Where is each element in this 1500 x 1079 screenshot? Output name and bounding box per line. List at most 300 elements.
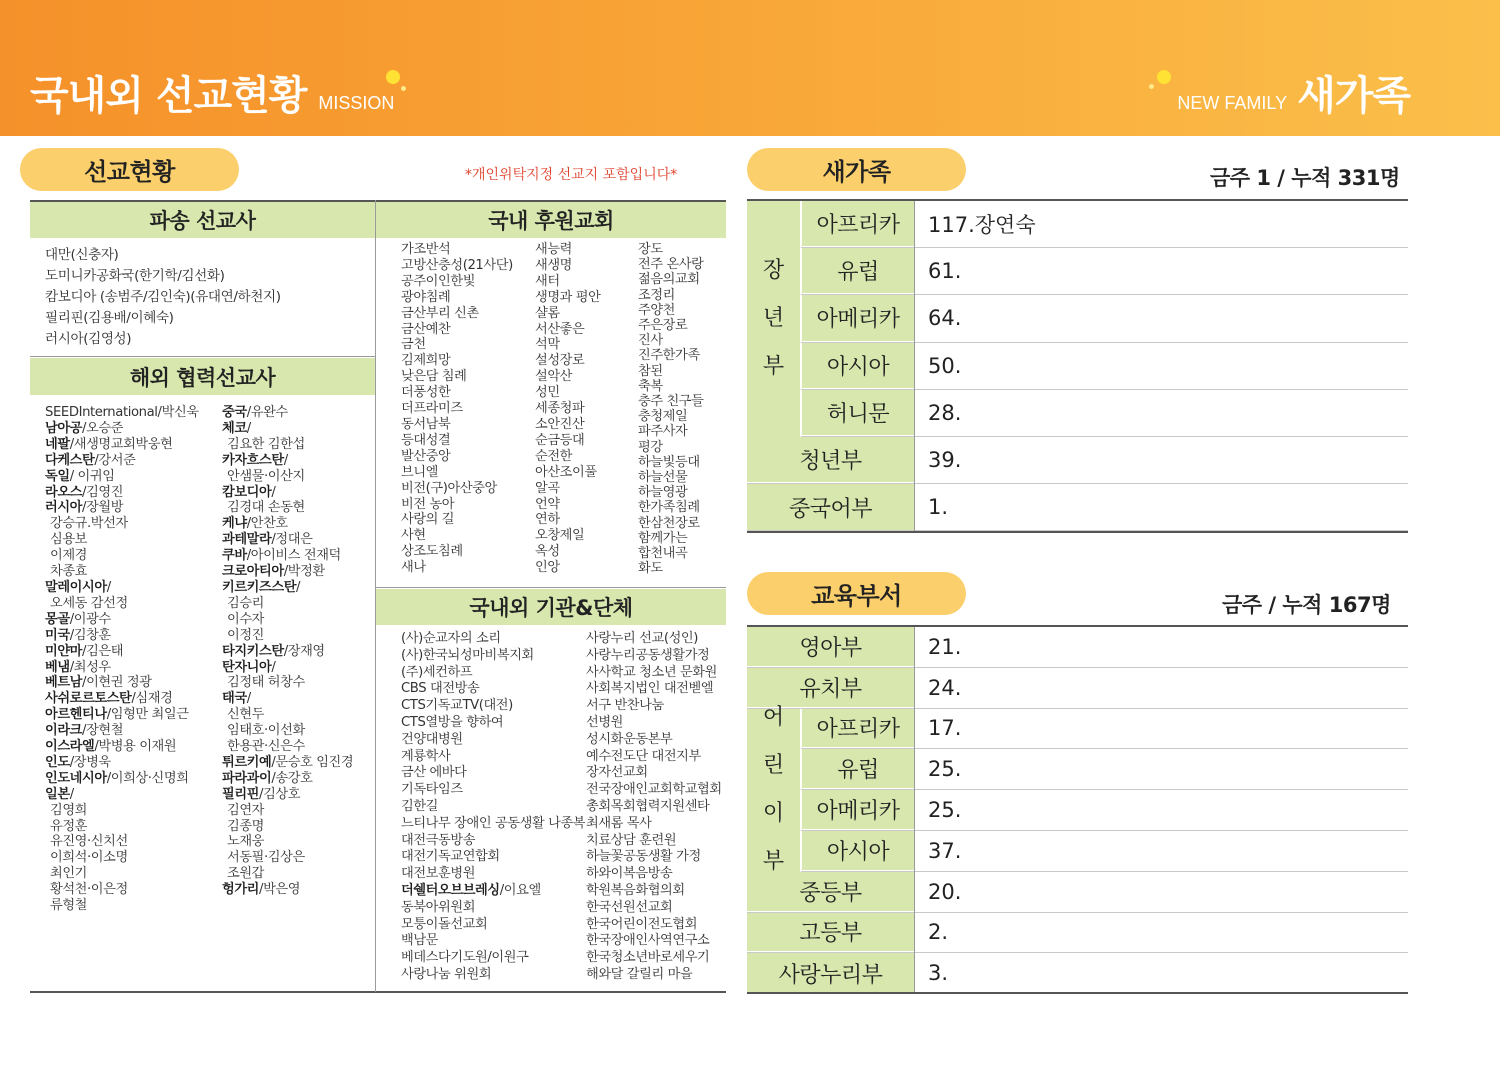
domestic-church-item: 화도 (638, 561, 663, 577)
group-vertical-label (747, 201, 801, 437)
country-name: 카자흐스탄 (222, 452, 284, 468)
domestic-church-item: 더풍성한 (401, 385, 451, 401)
domestic-church-header: 국내 후원교회 (376, 202, 726, 238)
org-item (401, 631, 585, 648)
country-name: 네팔 (45, 436, 70, 452)
partner-missionary-item (222, 485, 353, 501)
domestic-church-item: 소안진산 (535, 416, 585, 432)
partner-missionary-item (222, 437, 353, 453)
entry-text: 조원갑 (227, 866, 265, 882)
vertical-char: 년 (762, 306, 785, 331)
country-name: 캄보디아 (222, 484, 272, 500)
partner-missionary-item (45, 469, 199, 485)
entry-text: 최인기 (50, 866, 88, 882)
country-name: 인도네시아 (45, 770, 107, 786)
org-list-col1 (401, 631, 585, 984)
entry-text: 이희석·이소명 (50, 850, 128, 866)
partner-missionary-item (222, 882, 353, 898)
partner-missionary-item (222, 564, 353, 580)
mission-note: *개인위탁지정 선교지 포함입니다* (465, 167, 678, 183)
entry-text: 계룡학사 (401, 748, 451, 764)
entry-text: 유진영·신치선 (50, 834, 128, 850)
entry-text: /안찬호 (246, 516, 288, 532)
entry-text: /심재경 (131, 691, 173, 707)
org-item (401, 933, 585, 950)
partner-missionary-item (222, 803, 353, 819)
row-label: 유럽 (802, 749, 914, 789)
row-label: 유치부 (747, 668, 914, 708)
partner-missionary-item (222, 532, 353, 548)
org-item: 학원복음화협의회 (586, 882, 685, 898)
partner-missionary-item (45, 421, 199, 437)
domestic-church-item: 새능력 (535, 242, 573, 257)
org-item: 하늘꽃공동생활 가정 (586, 849, 701, 865)
group-vertical-label (747, 705, 801, 875)
row-label: 영아부 (747, 627, 914, 667)
org-item (401, 765, 585, 782)
domestic-church-item: 동서남북 (401, 416, 451, 432)
sent-missionary-item: 캄보디아 (송범주/김인숙)(유대연/하천지) (45, 289, 281, 305)
entry-text: 백남문 (401, 933, 439, 949)
domestic-church-item: 더프라미즈 (401, 401, 463, 417)
domestic-church-item: 세종청파 (535, 401, 585, 417)
domestic-church-item: 하늘선물 (638, 470, 688, 486)
partner-missionary-item (222, 755, 353, 771)
partner-missionary-item (45, 548, 199, 564)
org-item: 사랑누리 선교(성인) (586, 631, 698, 646)
table-row (747, 709, 1408, 750)
domestic-church-item: 사현 (401, 528, 426, 544)
domestic-church-item: 한가족침례 (638, 500, 700, 516)
table-row (747, 953, 1408, 994)
entry-text: /문승호 임진경 (271, 754, 354, 770)
domestic-church-item: 진주한가족 (638, 348, 700, 364)
partner-missionary-item (45, 898, 199, 914)
table-row (747, 295, 1408, 342)
country-name: 말레이시아 (45, 579, 107, 595)
row-value: 21. (928, 634, 962, 659)
table-row (747, 201, 1408, 248)
domestic-church-item: 조정리 (638, 287, 676, 303)
partner-missionary-item (222, 516, 353, 532)
org-header: 국내외 기관&단체 (376, 589, 726, 625)
partner-missionary-header: 해외 협력선교사 (30, 358, 375, 395)
domestic-church-item: 주은장로 (638, 318, 688, 334)
newfamily-heading (1165, 64, 1410, 121)
country-name: 더쉘터오브브레싱 (401, 882, 500, 898)
org-item (401, 967, 585, 984)
education-bottom-border (747, 992, 1408, 994)
org-item: 치료상담 훈련원 (586, 832, 677, 848)
table-row (747, 437, 1408, 484)
partner-missionary-item (45, 628, 199, 644)
country-name: 몽골 (45, 611, 70, 627)
partner-missionary-item (222, 660, 353, 676)
domestic-list-col1 (401, 242, 513, 576)
sent-missionary-item: 필리핀(김용배/이혜숙) (45, 310, 174, 326)
table-row (747, 872, 1408, 913)
org-item: 사회복지법인 대전벧엘 (586, 681, 714, 697)
domestic-church-item: 서산좋은 (535, 321, 585, 337)
partner-missionary-item (45, 660, 199, 676)
entry-text: 오세동 감선정 (50, 595, 128, 611)
org-item: 하와이복음방송 (586, 866, 673, 882)
row-label: 아프리카 (802, 709, 914, 749)
entry-text: /김영진 (82, 484, 124, 500)
entry-text: 기독타임즈 (401, 782, 463, 798)
org-item (401, 833, 585, 850)
sent-missionary-item: 대만(신충자) (45, 247, 119, 263)
country-name: 미얀마 (45, 643, 83, 659)
entry-text: CTS기독교TV(대전) (401, 698, 513, 714)
partner-missionary-item (222, 771, 353, 787)
partner-missionary-item (222, 580, 353, 596)
domestic-church-item: 성민 (535, 385, 560, 401)
partner-list-col1 (45, 405, 199, 914)
row-label: 아메리카 (802, 295, 914, 341)
domestic-church-item: 공주이인한빛 (401, 273, 476, 289)
domestic-church-item: 가조반석 (401, 242, 451, 257)
partner-missionary-item (45, 787, 199, 803)
entry-text: / (246, 691, 251, 707)
entry-text: /김창훈 (69, 627, 111, 643)
org-item (401, 950, 585, 967)
org-item: 한국청소년바로세우기 (586, 950, 710, 966)
org-item: 최새롬 목사 (586, 815, 652, 831)
entry-text: 안샘물·이산지 (227, 468, 305, 484)
org-item (401, 749, 585, 766)
table-row (747, 913, 1408, 954)
partner-missionary-item (45, 755, 199, 771)
country-name: 키르키즈스탄 (222, 579, 297, 595)
country-name: 인도 (45, 754, 70, 770)
row-value: 24. (928, 675, 962, 700)
partner-missionary-item (222, 548, 353, 564)
domestic-church-item: 고방산충성(21사단) (401, 257, 513, 273)
entry-text: / (271, 484, 276, 500)
education-count: 금주 / 누적 167명 (1222, 593, 1391, 617)
partner-missionary-item (222, 469, 353, 485)
partner-missionary-item (45, 819, 199, 835)
partner-missionary-item (45, 771, 199, 787)
domestic-church-item: 순전한 (535, 448, 573, 464)
table-row (747, 790, 1408, 831)
country-name: 일본 (45, 786, 70, 802)
entry-text: 김경대 손동현 (227, 500, 305, 516)
partner-list-col2 (222, 405, 353, 898)
entry-text: / (246, 420, 251, 436)
partner-missionary-item (45, 739, 199, 755)
domestic-church-item: 평강 (638, 439, 663, 455)
entry-text: /정대은 (271, 532, 313, 548)
table-row (747, 831, 1408, 872)
entry-text: 이제경 (50, 548, 88, 564)
country-name: 필리핀 (222, 786, 260, 802)
domestic-church-item: 아산조이풀 (535, 464, 597, 480)
entry-text: 김종명 (227, 818, 265, 834)
domestic-church-item: 언약 (535, 496, 560, 512)
entry-text: 김한길 (401, 798, 439, 814)
org-item: 서구 반찬나눔 (586, 698, 664, 714)
partner-missionary-item (45, 500, 199, 516)
entry-text: 동북아위원회 (401, 899, 476, 915)
newfamily-subtitle: NEW FAMILY (1177, 93, 1288, 113)
row-label: 아메리카 (802, 790, 914, 830)
table-row (747, 668, 1408, 709)
domestic-church-item: 진사 (638, 333, 663, 349)
country-name: 탄자니아 (222, 659, 272, 675)
vertical-char: 부 (762, 849, 785, 875)
entry-text: 심용보 (50, 532, 88, 548)
decor-dot-icon (401, 86, 406, 91)
domestic-church-item: 오창제일 (535, 528, 585, 544)
domestic-church-item: 석막 (535, 337, 560, 353)
entry-text: 김영희 (50, 802, 88, 818)
domestic-church-item: 젊음의교회 (638, 272, 700, 288)
entry-text: 이수자 (227, 611, 265, 627)
entry-text: /유완수 (246, 405, 288, 420)
sent-missionary-item: 러시아(김영성) (45, 331, 132, 347)
entry-text: 한용관·신은수 (227, 739, 305, 755)
partner-missionary-item (222, 819, 353, 835)
entry-text: 임태호·이선화 (227, 723, 305, 739)
org-item: 장자선교회 (586, 765, 648, 781)
partner-missionary-item (45, 564, 199, 580)
entry-text: /송강호 (271, 770, 313, 786)
partner-missionary-item (45, 612, 199, 628)
entry-text: / (106, 579, 111, 595)
domestic-church-item: 주양천 (638, 302, 676, 318)
country-name: 미국 (45, 627, 70, 643)
domestic-church-item: 사랑의 길 (401, 512, 455, 528)
domestic-church-item: 합천내곡 (638, 546, 688, 562)
entry-text: CBS 대전방송 (401, 681, 480, 697)
org-item (401, 883, 585, 900)
newfamily-table (747, 201, 1408, 532)
org-item (401, 732, 585, 749)
entry-text: 차종효 (50, 564, 88, 580)
vertical-char: 부 (762, 354, 785, 379)
domestic-church-item: 비전 농아 (401, 496, 455, 512)
domestic-church-item: 새생명 (535, 257, 573, 273)
header-banner (0, 0, 1500, 136)
domestic-church-item: 연하 (535, 512, 560, 528)
domestic-church-item: 김제희망 (401, 353, 451, 369)
partner-missionary-item (222, 644, 353, 660)
row-label: 청년부 (747, 437, 914, 483)
partner-missionary-item (222, 739, 353, 755)
partner-missionary-item (222, 850, 353, 866)
entry-text: /박병용 이재원 (94, 739, 177, 755)
domestic-church-item: 낮은담 침례 (401, 369, 467, 385)
entry-text: SEEDInternational/박신욱 (45, 405, 199, 420)
row-label: 아프리카 (802, 201, 914, 247)
country-name: 튀르키예 (222, 754, 272, 770)
partner-missionary-item (45, 437, 199, 453)
newfamily-pill: 새가족 (747, 148, 966, 191)
domestic-list-col3 (638, 242, 704, 576)
domestic-church-item: 금산예찬 (401, 321, 451, 337)
domestic-church-item: 비전(구)아산중앙 (401, 480, 497, 496)
entry-text: (사)한국뇌성마비복지회 (401, 647, 534, 663)
entry-text: /장병욱 (69, 754, 111, 770)
partner-missionary-item (45, 644, 199, 660)
entry-text: /김상호 (259, 786, 301, 802)
org-item (401, 698, 585, 715)
partner-missionary-item (222, 596, 353, 612)
country-name: 남아공 (45, 420, 83, 436)
country-name: 라오스 (45, 484, 83, 500)
partner-missionary-item (45, 532, 199, 548)
org-item (401, 681, 585, 698)
mission-subtitle: MISSION (318, 93, 395, 113)
domestic-church-item: 참된 (638, 363, 663, 379)
domestic-church-item: 샬롬 (535, 305, 560, 321)
country-name: 이라크 (45, 723, 83, 739)
domestic-church-item: 인앙 (535, 560, 560, 576)
domestic-church-item: 새터 (535, 273, 560, 289)
row-value: 17. (928, 716, 962, 741)
org-item: 총회목회협력지원센타 (586, 798, 710, 814)
partner-missionary-item (222, 723, 353, 739)
entry-text: /이광수 (69, 611, 111, 627)
domestic-church-item: 발산중앙 (401, 448, 451, 464)
entry-text: 황석천·이은정 (50, 882, 128, 898)
mission-pill: 선교현황 (20, 148, 239, 191)
table-row (747, 749, 1408, 790)
section-divider (30, 356, 375, 357)
entry-text: 유정훈 (50, 818, 88, 834)
org-item: 사사학교 청소년 문화원 (586, 664, 717, 680)
row-value: 117.장연숙 (928, 213, 1036, 238)
domestic-church-item: 충주 친구들 (638, 394, 704, 410)
country-name: 다케스탄 (45, 452, 95, 468)
country-name: 체코 (222, 420, 247, 436)
entry-text: /이현권 정광 (82, 675, 152, 691)
org-item (401, 849, 585, 866)
partner-missionary-item (45, 596, 199, 612)
row-label: 허니문 (802, 390, 914, 436)
row-value: 2. (928, 920, 949, 945)
domestic-church-item: 옥성 (535, 544, 560, 560)
domestic-church-item: 금천 (401, 337, 426, 353)
org-item: 한국선원선교회 (586, 899, 673, 915)
entry-text: 김요한 김한섭 (227, 436, 305, 452)
partner-missionary-item (45, 453, 199, 469)
entry-text: /장재영 (283, 643, 325, 659)
entry-text: / 이귀임 (69, 468, 115, 484)
org-item: 해와달 갈릴리 마을 (586, 966, 693, 982)
entry-text: 노재웅 (227, 834, 265, 850)
decor-dot-icon (1149, 84, 1154, 89)
entry-text: 대전극동방송 (401, 832, 476, 848)
entry-text: / (69, 786, 74, 802)
section-divider (376, 587, 726, 588)
entry-text: 사랑나눔 위원회 (401, 966, 492, 982)
table-row (747, 627, 1408, 668)
domestic-church-item: 전주 온사랑 (638, 257, 704, 273)
country-name: 태국 (222, 691, 247, 707)
country-name: 중국 (222, 405, 247, 420)
country-name: 쿠바 (222, 548, 247, 564)
domestic-church-item: 축복 (638, 378, 663, 394)
country-name: 과테말라 (222, 532, 272, 548)
row-label: 고등부 (747, 913, 914, 953)
entry-text: /이희상·신명희 (106, 770, 189, 786)
entry-text: CTS열방을 향하여 (401, 714, 504, 730)
domestic-church-item: 설성장로 (535, 353, 585, 369)
domestic-church-item: 상조도침례 (401, 544, 463, 560)
row-label: 유럽 (802, 248, 914, 294)
entry-text: 대전보훈병원 (401, 866, 476, 882)
sent-missionary-item: 도미니카공화국(한기학/김선화) (45, 268, 225, 284)
domestic-church-item: 한삼천장로 (638, 515, 700, 531)
partner-missionary-item (222, 866, 353, 882)
org-item: 예수전도단 대전지부 (586, 748, 701, 764)
entry-text: 이정진 (227, 627, 265, 643)
entry-text: /김은태 (82, 643, 124, 659)
org-item: 한국장애인사역연구소 (586, 933, 710, 949)
domestic-church-item: 충청제일 (638, 409, 688, 425)
partner-missionary-item (222, 787, 353, 803)
partner-missionary-item (222, 691, 353, 707)
table-row (747, 390, 1408, 437)
partner-missionary-item (222, 453, 353, 469)
partner-missionary-item (222, 675, 353, 691)
domestic-church-item: 함께가는 (638, 530, 688, 546)
partner-missionary-item (45, 866, 199, 882)
entry-text: / (271, 659, 276, 675)
domestic-list-col2 (535, 242, 601, 576)
row-label: 아시아 (802, 831, 914, 871)
sent-missionary-list (45, 245, 281, 350)
row-value: 39. (928, 448, 962, 473)
entry-text: /강서준 (94, 452, 136, 468)
sent-missionary-header: 파송 선교사 (30, 202, 375, 238)
domestic-church-item: 광야침례 (401, 289, 451, 305)
partner-missionary-item (45, 803, 199, 819)
entry-text: 김정태 허창수 (227, 675, 305, 691)
entry-text: 모퉁이돌선교회 (401, 916, 488, 932)
entry-text: (사)순교자의 소리 (401, 631, 501, 646)
table-row (747, 248, 1408, 295)
country-name: 파라과이 (222, 770, 272, 786)
newfamily-bottom-border (747, 531, 1408, 533)
entry-text: (주)세컨하프 (401, 664, 473, 680)
domestic-church-item: 설악산 (535, 369, 573, 385)
entry-text: 김연자 (227, 802, 265, 818)
partner-missionary-item (45, 707, 199, 723)
partner-missionary-item (222, 612, 353, 628)
org-item (401, 665, 585, 682)
partner-missionary-item (45, 580, 199, 596)
country-name: 베트남 (45, 675, 83, 691)
partner-missionary-item (45, 405, 199, 421)
partner-missionary-item (222, 628, 353, 644)
country-name: 케냐 (222, 516, 247, 532)
country-name: 아르헨티나 (45, 707, 107, 723)
entry-text: 서동필·김상은 (227, 850, 305, 866)
entry-text: 대전기독교연합회 (401, 849, 500, 865)
row-value: 50. (928, 353, 962, 378)
partner-missionary-item (222, 707, 353, 723)
partner-missionary-item (45, 691, 199, 707)
row-value: 20. (928, 879, 962, 904)
row-value: 37. (928, 838, 962, 863)
domestic-church-item: 금산부리 신촌 (401, 305, 479, 321)
entry-text: /박은영 (259, 882, 301, 898)
partner-missionary-item (222, 500, 353, 516)
